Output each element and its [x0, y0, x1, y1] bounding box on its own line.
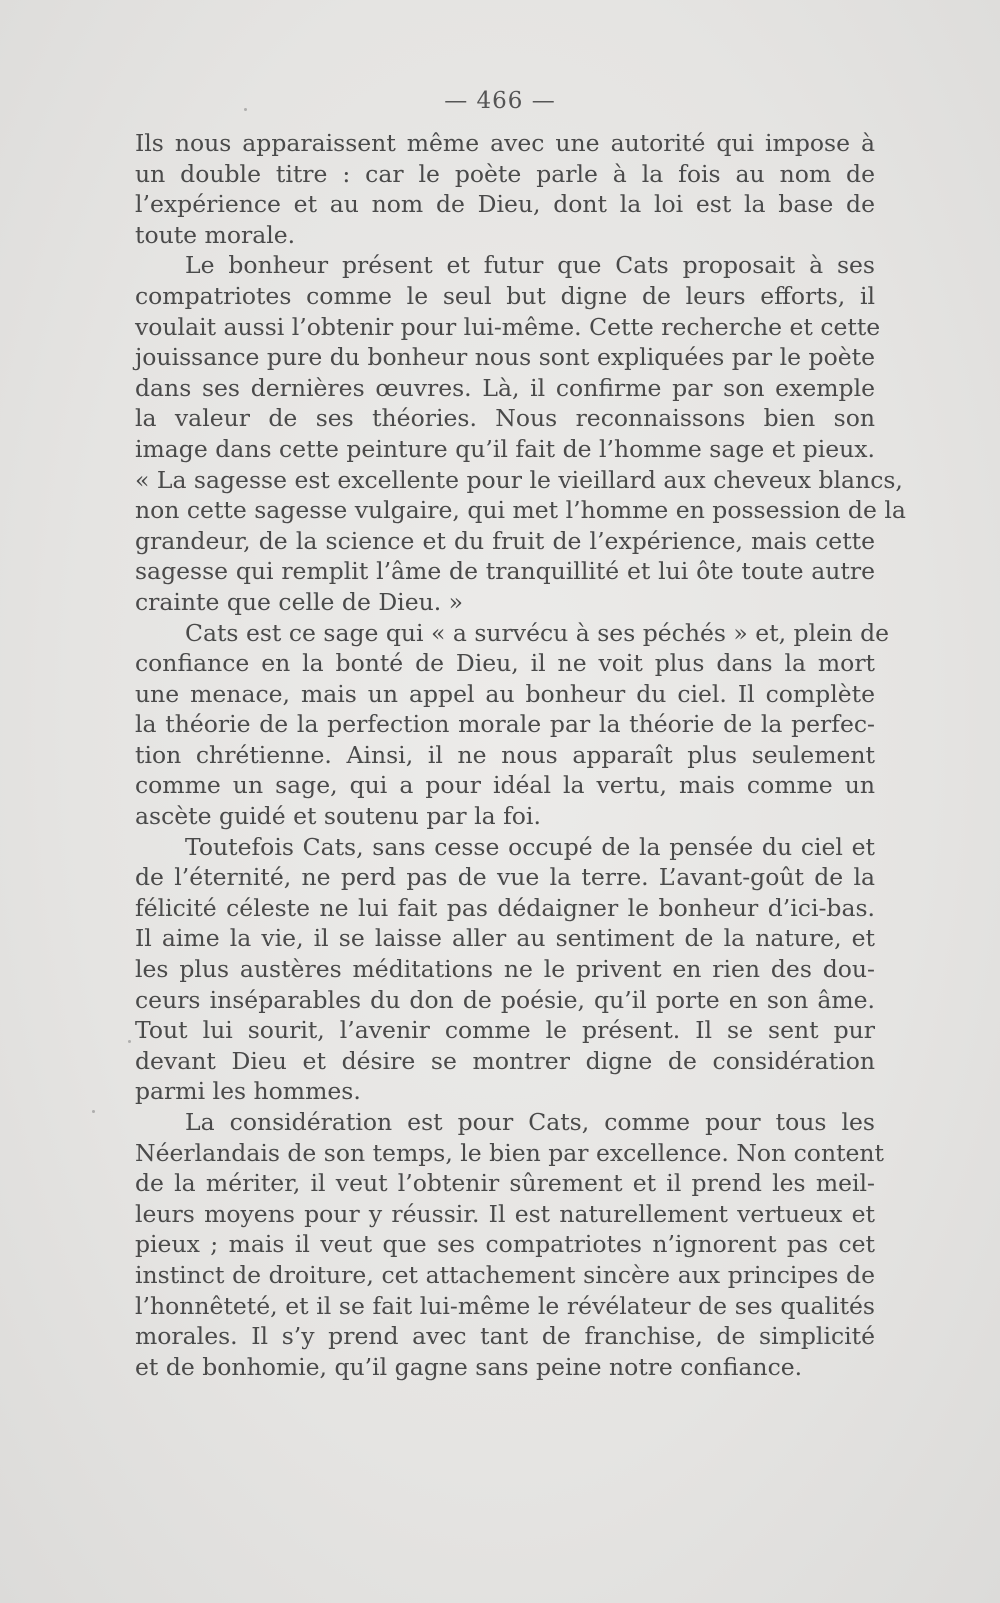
line-text: Cats est ce sage qui « a survécu à ses péchés » et, plein de [185, 618, 890, 647]
text-line [135, 1046, 875, 1077]
text-line [135, 1168, 875, 1199]
text-line [135, 1352, 875, 1383]
text-line [135, 403, 875, 434]
text-line [135, 556, 875, 587]
line-text: Tout lui sourit, l’avenir comme le présent. Il se sent pur [135, 1016, 875, 1045]
text-line [135, 862, 875, 893]
paper-speck [244, 108, 247, 111]
line-text: crainte que celle de Dieu. » [135, 587, 464, 616]
text-line [135, 1076, 875, 1107]
line-text: Néerlandais de son temps, le bien par excellence. Non content [135, 1138, 885, 1167]
paragraph [135, 618, 890, 832]
paper-speck [128, 1040, 131, 1043]
line-text: comme un sage, qui a pour idéal la vertu, mais comme un [135, 771, 875, 800]
text-line [135, 1015, 875, 1046]
line-text: de la mériter, il veut l’obtenir sûrement et il prend les meil- [135, 1169, 875, 1198]
text-line [135, 954, 875, 985]
text-line [135, 587, 875, 618]
line-text: compatriotes comme le seul but digne de leurs efforts, il [135, 281, 875, 310]
text-line [135, 312, 881, 343]
line-text: Ils nous apparaissent même avec une autorité qui impose à [135, 129, 875, 157]
line-text: la théorie de la perfection morale par la théorie de la perfec- [135, 710, 875, 739]
text-line [135, 740, 875, 771]
line-text: ceurs inséparables du don de poésie, qu’il porte en son âme. [135, 985, 875, 1014]
paragraph [135, 832, 875, 1107]
line-text: non cette sagesse vulgaire, qui met l’homme en possession de la [135, 496, 906, 525]
line-text: sagesse qui remplit l’âme de tranquillité et lui ôte toute autre [135, 557, 875, 586]
text-line [135, 495, 906, 526]
text-line [135, 679, 875, 710]
line-text: toute morale. [135, 220, 296, 249]
line-text: grandeur, de la science et du fruit de l’expérience, mais cette [135, 526, 875, 555]
text-line [135, 220, 875, 251]
line-text: ascète guidé et soutenu par la foi. [135, 802, 541, 831]
line-text: instinct de droiture, cet attachement sincère aux principes de [135, 1260, 875, 1289]
text-line [135, 159, 875, 190]
text-line [135, 1199, 875, 1230]
line-text: devant Dieu et désire se montrer digne de considération [135, 1046, 875, 1075]
line-text: les plus austères méditations ne le privent en rien des dou- [135, 955, 875, 984]
text-line [135, 128, 875, 159]
text-line [135, 1321, 875, 1352]
body-text [135, 128, 906, 1382]
text-line [135, 1107, 875, 1138]
text-line [135, 770, 875, 801]
line-text: une menace, mais un appel au bonheur du ciel. Il complète [135, 679, 875, 708]
page-number: — 466 — [444, 88, 556, 114]
text-line [135, 1229, 875, 1260]
line-text: morales. Il s’y prend avec tant de franchise, de simplicité [135, 1322, 875, 1351]
line-text: Le bonheur présent et futur que Cats proposait à ses [185, 251, 875, 280]
text-line [135, 618, 890, 649]
line-text: La considération est pour Cats, comme pour tous les [185, 1108, 875, 1136]
line-text: tion chrétienne. Ainsi, il ne nous apparaît plus seulement [135, 740, 875, 769]
text-line [135, 832, 875, 863]
text-line [135, 709, 875, 740]
paper-speck [92, 1110, 95, 1113]
text-line [135, 1260, 875, 1291]
paragraph [135, 1107, 885, 1382]
text-line [135, 1291, 875, 1322]
line-text: et de bonhomie, qu’il gagne sans peine notre confiance. [135, 1352, 803, 1381]
line-text: voulait aussi l’obtenir pour lui-même. Cette recherche et cette [135, 312, 881, 341]
line-text: Il aime la vie, il se laisse aller au sentiment de la nature, et [135, 924, 875, 953]
text-line [135, 526, 875, 557]
text-line [135, 189, 875, 220]
line-text: félicité céleste ne lui fait pas dédaigner le bonheur d’ici-bas. [135, 893, 875, 922]
text-line [135, 465, 903, 496]
text-line [135, 923, 875, 954]
text-line [135, 893, 875, 924]
text-line [135, 434, 875, 465]
paragraph [135, 128, 875, 250]
text-line [135, 648, 875, 679]
line-text: de l’éternité, ne perd pas de vue la terre. L’avant-goût de la [135, 863, 875, 892]
text-line [135, 985, 875, 1016]
line-text: pieux ; mais il veut que ses compatriotes n’ignorent pas cet [135, 1230, 875, 1259]
line-text: « La sagesse est excellente pour le vieillard aux cheveux blancs, [135, 465, 903, 494]
text-line [135, 342, 875, 373]
paragraph [135, 250, 906, 617]
line-text: leurs moyens pour y réussir. Il est naturellement vertueux et [135, 1199, 875, 1228]
text-line [135, 1138, 885, 1169]
line-text: dans ses dernières œuvres. Là, il confirme par son exemple [135, 373, 875, 402]
line-text: l’expérience et au nom de Dieu, dont la loi est la base de [135, 190, 875, 219]
line-text: un double titre : car le poète parle à la fois au nom de [135, 159, 875, 188]
line-text: l’honnêteté, et il se fait lui-même le révélateur de ses qualités [135, 1291, 875, 1320]
line-text: Toutefois Cats, sans cesse occupé de la pensée du ciel et [185, 832, 875, 861]
line-text: confiance en la bonté de Dieu, il ne voit plus dans la mort [135, 649, 875, 678]
text-line [135, 801, 875, 832]
line-text: jouissance pure du bonheur nous sont expliquées par le poète [135, 343, 875, 372]
line-text: image dans cette peinture qu’il fait de l’homme sage et pieux. [135, 434, 875, 463]
text-line [135, 250, 875, 281]
line-text: la valeur de ses théories. Nous reconnaissons bien son [135, 404, 875, 433]
text-line [135, 281, 875, 312]
line-text: parmi les hommes. [135, 1077, 361, 1106]
text-line [135, 373, 875, 404]
